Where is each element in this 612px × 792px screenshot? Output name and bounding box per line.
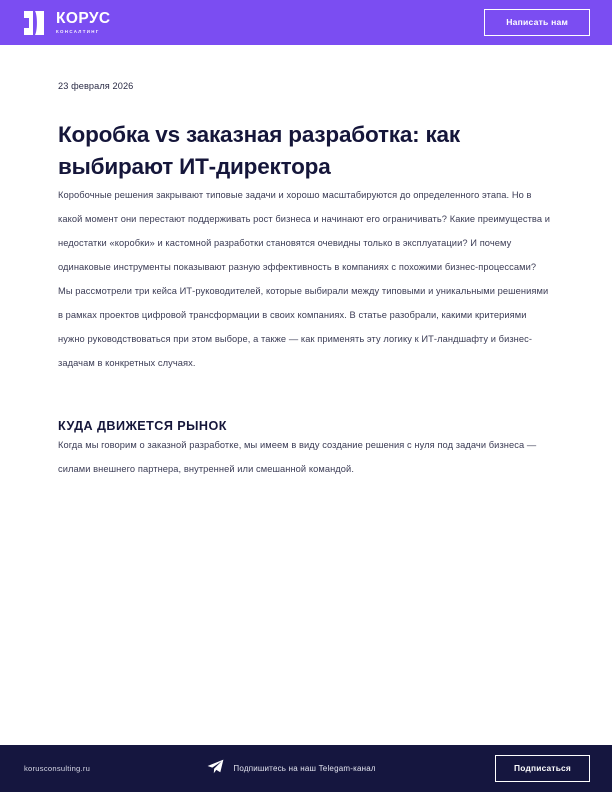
article-paragraph-2: Мы рассмотрели три кейса ИТ-руководителей, которые выбирали между типовыми и уникальными решениями в рамках проектов цифровой трансформации в своих компаниях. В статье разобрали, какими критериями нужно руководствоваться при этом выборе, а также — как применять эту логику к ИТ-ландшафту и бизнес-задачам в конкретных случаях. xyxy=(58,286,549,368)
article-paragraph-3: Когда мы говорим о заказной разработке, мы имеем в виду создание решения с нуля под задачи бизнеса — силами внешнего партнера, внутренней или смешанной командой. xyxy=(58,440,537,474)
footer-cta-text: Подпишитесь на наш Telegam-канал xyxy=(233,764,376,773)
page-title: Коробка vs заказная разработка: как выбирают ИТ-директора xyxy=(58,122,460,179)
section-heading-market: КУДА ДВИЖЕТСЯ РЫНОК xyxy=(58,419,227,433)
brand-wordmark xyxy=(56,11,111,34)
footer-website-link[interactable]: korusconsulting.ru xyxy=(24,764,91,773)
site-footer xyxy=(0,745,612,792)
contact-us-button[interactable]: Написать нам xyxy=(484,9,590,36)
site-header xyxy=(0,0,612,45)
article-paragraph-1: Коробочные решения закрывают типовые задачи и хорошо масштабируются до определенного этапа. Но в какой момент они перестают поддерживать рост бизнеса и начинают его ограничивать? Какие преимущества и недостатки «коробки» и кастомной разработки становятся очевидны только в эксплуатации? И почему одинаковые инструменты показывают разную эффективность в компаниях с похожими бизнес-процессами? xyxy=(58,190,551,272)
article-content xyxy=(0,45,612,745)
brand-subtitle: КОНСАЛТИНГ xyxy=(56,28,100,34)
telegram-paper-plane-icon xyxy=(207,759,224,779)
brand-logo[interactable] xyxy=(24,10,111,36)
korus-logo-mark-icon xyxy=(24,10,48,36)
brand-name: КОРУС xyxy=(56,10,111,28)
subscribe-button[interactable]: Подписаться xyxy=(495,755,590,781)
article-date: 23 февраля 2026 xyxy=(58,81,134,91)
footer-telegram-cta[interactable] xyxy=(98,759,485,779)
